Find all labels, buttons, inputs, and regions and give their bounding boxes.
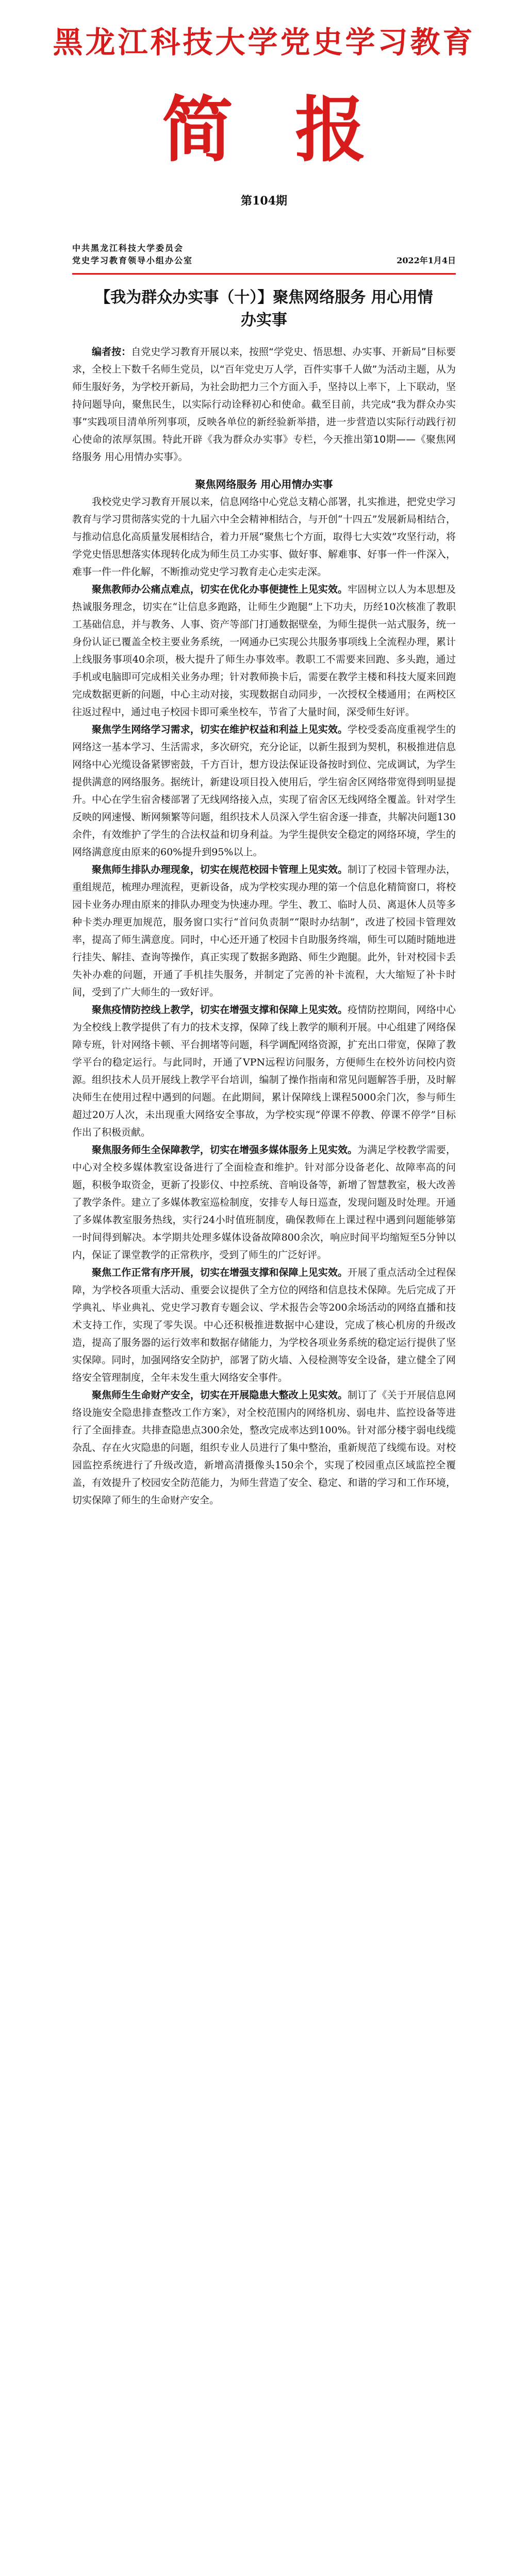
paragraph-lead: 聚焦教师办公痛点难点，切实在优化办事便捷性上见实效。 [92,584,348,595]
publisher-line-1: 中共黑龙江科技大学委员会 [72,243,184,253]
publisher-block [72,242,299,267]
paragraph-text: 制订了校园卡管理办法，重组规范，梳理办理流程，更新设备，成为学校实现办理的第一个信息化精简窗口，将校园卡业务办理由原来的排队办理变为快速办理。学生、教工、临时人员、离退休人员等多种卡类办理更加规范，服务窗口实行“首问负责制”“限时办结制”，改进了校园卡管理效率，提高了师生满意度。同时，中心还开通了校园卡自助服务终端，师生可以随时随地进行挂失、解挂、查询等操作，真正实现了数据多跑路、师生少跑腿。此外，针对校园卡丢失补办难的问题，开通了手机挂失服务，并制定了完善的补卡流程，大大缩短了补卡时间，受到了广大师生的一致好评。 [72,864,456,998]
paragraph-lead: 聚焦学生网络学习需求，切实在维护权益和利益上见实效。 [92,724,348,735]
paragraph-lead: 聚焦疫情防控线上教学，切实在增强支撑和保障上见实效。 [92,1004,348,1015]
article-paragraph [72,1141,456,1264]
paragraph-text: 制订了《关于开展信息网络设施安全隐患排查整改工作方案》，对全校范围内的网络机房、弱电井、监控设备等进行了全面排查。共排查隐患点300余处，整改完成率达到100%。针对部分楼宇弱电线缆杂乱、存在火灾隐患的问题，组织专业人员进行了集中整治，重新规范了线缆布设。对校园监控系统进行了升级改造，新增高清摄像头150余个，实现了校园重点区域监控全覆盖，有效提升了校园安全防范能力，为师生营造了安全、稳定、和谐的学习和工作环境，切实保障了师生的生命财产安全。 [72,1389,456,1506]
article-title: 【我为群众办实事（十）】聚焦网络服务 用心用情办实事 [95,289,433,329]
article [72,286,456,1509]
issue-number: 第104期 [241,194,287,208]
paragraph-text: 开展了重点活动全过程保障，为学校各项重大活动、重要会议提供了全方位的网络和信息技术保障。先后完成了开学典礼、毕业典礼、党史学习教育专题会议、学术报告会等200余场活动的网络直播和技术支持工作，实现了零失误。中心还积极推进数据中心建设，完成了核心机房的升级改造，提高了服务器的运行效率和数据存储能力，为学校各项业务系统的稳定运行提供了坚实保障。同时，加强网络安全防护，部署了防火墙、入侵检测等安全设备，建立健全了网络安全管理制度，全年未发生重大网络安全事件。 [72,1267,456,1383]
paragraph-lead: 聚焦师生生命财产安全，切实在开展隐患大整改上见实效。 [92,1389,348,1401]
masthead-big-title: 简报 [162,89,428,172]
article-paragraph [72,581,456,721]
publish-date: 2022年1月4日 [397,256,456,265]
paragraph-text: 为满足学校教学需要，中心对全校多媒体教室设备进行了全面检查和维护。针对部分设备老化、故障率高的问题，积极争取资金，更新了投影仪、中控系统、音响设备等，新增了智慧教室，极大改善了教学条件。建立了多媒体教室巡检制度，安排专人每日巡查，发现问题及时处理。开通了多媒体教室服务热线，实行24小时值班制度，确保教师在上课过程中遇到问题能够第一时间得到解决。本学期共处理多媒体设备故障800余次，响应时间平均缩短至5分钟以内，保证了课堂教学的正常秩序，受到了师生的广泛好评。 [72,1144,456,1261]
paragraph-lead: 聚焦工作正常有序开展，切实在增强支撑和保障上见实效。 [92,1267,348,1278]
paragraph-text: 牢固树立以人为本思想及热诚服务理念，切实在“让信息多跑路，让师生少跑腿”上下功夫，历经10次核准了教职工基础信息，并与教务、人事、资产等部门打通数据壁垒，为师生提供一站式服务，统一身份认证已覆盖全校主要业务系统，一网通办已实现公共服务事项线上全流程办理，累计上线服务事项40余项，极大提升了师生办事效率。教职工不需要来回跑、多头跑，通过手机或电脑即可完成相关业务办理；针对教师换卡后，需要在教学主楼和科技大厦来回跑完成数据更新的问题，中心主动对接，实现数据自动同步，一次授权全楼通用；在两校区往返过程中，通过电子校园卡即可乘坐校车，节省了大量时间，深受师生好评。 [72,584,456,718]
article-paragraph [72,721,456,861]
red-divider [72,273,456,275]
paragraph-text: 学校受委高度重视学生的网络这一基本学习、生活需求，多次研究，充分论证，以新生报到为契机，积极推进信息网络中心光缆设备紧锣密鼓，千方百计，想方设法保证设备按时到位、完成调试，为学生提供满意的网络服务。据统计，新建设项目投入使用后，学生宿舍区网络带宽得到明显提升。中心在学生宿舍楼部署了无线网络接入点，实现了宿舍区无线网络全覆盖。针对学生反映的网速慢、断网频繁等问题，组织技术人员深入学生宿舍逐一排查，共解决问题130余件，有效维护了学生的合法权益和切身利益。为学生提供安全稳定的网络环境，学生的网络满意度由原来的60%提升到95%以上。 [72,724,456,858]
section-title: 聚焦网络服务 用心用情办实事 [195,478,333,490]
article-body [72,493,456,1509]
publisher-line-2: 党史学习教育领导小组办公室 [72,256,193,265]
masthead [0,0,528,211]
paragraph-lead: 聚焦师生排队办理现象，切实在规范校园卡管理上见实效。 [92,864,348,875]
article-paragraph [72,1386,456,1509]
paragraph-text: 疫情防控期间，网络中心为全校线上教学提供了有力的技术支撑，保障了线上教学的顺利开展。中心组建了网络保障专班，针对网络卡顿、平台拥堵等问题，科学调配网络资源，扩充出口带宽，保障了教学平台的稳定运行。与此同时，开通了VPN远程访问服务，方便师生在校外访问校内资源。组织技术人员开展线上教学平台培训，编制了操作指南和常见问题解答手册，及时解决师生在使用过程中遇到的问题。在此期间，累计保障线上课程5000余门次，参与师生超过20万人次，未出现重大网络安全事故，为学校实现“停课不停教、停课不停学”目标作出了积极贡献。 [72,1004,456,1138]
editor-note-label: 编者按： [92,346,131,358]
article-paragraph [72,861,456,1001]
article-paragraph [72,1264,456,1386]
article-paragraph [72,493,456,581]
paragraph-lead: 聚焦服务师生全保障教学，切实在增强多媒体服务上见实效。 [92,1144,358,1156]
editor-note-text: 自党史学习教育开展以来，按照“学党史、悟思想、办实事、开新局”目标要求，全校上下数千名师生党员，以“百年党史万人学，百件实事千人做”为活动主题，从为师生服好务，为学校开新局，为社会助把力三个方面入手，坚持以上率下，上下联动，坚持问题导向，聚焦民生，以实际行动诠释初心和使命。截至目前，共完成“我为群众办实事”实践项目清单所列事项，反映各单位的新经验新举措，进一步营造以实际行动践行初心使命的浓厚氛围。特此开辟《我为群众办实事》专栏，今天推出第10期——《聚焦网络服务 用心用情办实事》。 [72,346,456,463]
editor-note [72,343,456,466]
masthead-title: 黑龙江科技大学党史学习教育 [53,25,475,60]
article-paragraph [72,1001,456,1141]
paragraph-text: 我校党史学习教育开展以来，信息网络中心党总支精心部署，扎实推进，把党史学习教育与学习贯彻落实党的十九届六中全会精神相结合，与开创“十四五”发展新局相结合，与推动信息化高质量发展相结合，着力开展“聚焦七个方面，取得七大实效”攻坚行动，将学党史悟思想落实体现转化成为师生员工办实事、做好事、解难事、好事一件一件深入，难事一件一件化解，不断推动党史学习教育走心走实走深。 [72,496,456,578]
